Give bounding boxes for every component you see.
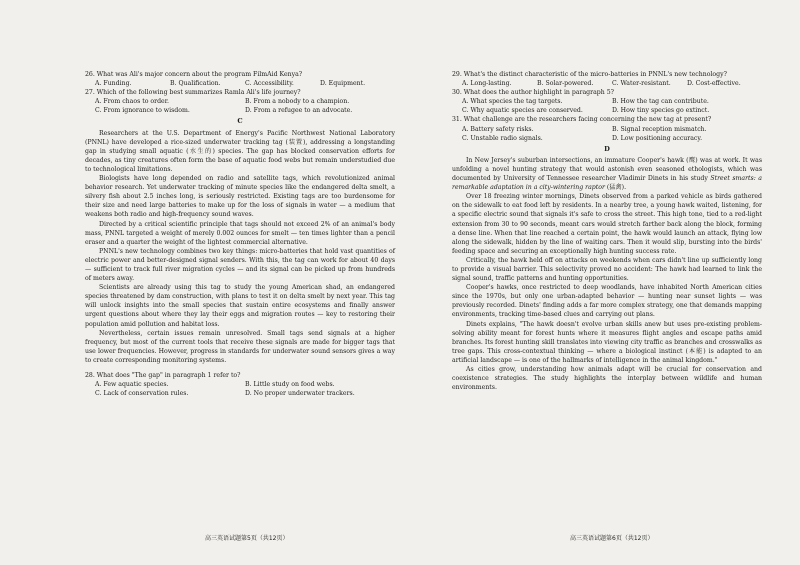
option-c: C. Why aquatic species are conserved.: [462, 107, 583, 115]
options: [85, 79, 395, 88]
question-28: [85, 371, 395, 398]
option-c: C. From ignorance to wisdom.: [95, 107, 190, 115]
question-stem: 29. What's the distinct characteristic of the micro-batteries in PNNL's new technology?: [452, 71, 727, 78]
question-30: [452, 88, 762, 115]
option-a: A. Long-lasting.: [462, 80, 512, 88]
paragraph: Nevertheless, certain issues remain unresolved. Small tags send signals at a higher frequency, but most of the current tools that receive these signals are made for bigger tags that use lower frequencies. However, progress in standards for underwater sound sensors gives a way to create corresponding monitoring systems.: [85, 329, 395, 364]
option-d: D. From a refugee to an advocate.: [245, 107, 353, 115]
question-stem: 27. Which of the following best summarizes Ramla Ali's life journey?: [85, 89, 301, 97]
question-stem: 26. What was Ali's major concern about the program FilmAid Kenya?: [85, 71, 303, 78]
question-stem: 31. What challenge are the researchers facing concerning the new tag at present?: [452, 116, 712, 124]
options: [452, 125, 762, 143]
paragraph: As cities grow, understanding how animals adapt will be crucial for conservation and coexistence strategies. The study highlights the interplay between wildlife and human environments.: [452, 366, 762, 392]
left-page: [85, 70, 395, 398]
options: [452, 97, 762, 115]
question-31: [452, 115, 762, 142]
question-stem: 28. What does "The gap" in paragraph 1 refer to?: [85, 372, 241, 379]
option-d: D. Equipment.: [320, 80, 366, 88]
paragraph: PNNL's new technology combines two key things: micro-batteries that hold vast quantities of electric power and better-designed signal senders. With this, the tag can work for about 40 days — sufficient to track full river migration cycles — and its signal can be picked up from hundreds of meters away.: [85, 247, 395, 283]
paragraph: Scientists are already using this tag to study the young American shad, an endangered species threatened by dam construction, with plans to test it on delta smelt by next year. This tag will unlock insights into the small species that sustain entire ecosystems and finally answer urgent questions about where they lay their eggs and migration routes — key to restoring their population amid pollution and habitat loss.: [85, 284, 395, 328]
option-d: D. Cost-effective.: [687, 80, 741, 88]
option-c: C. Water-resistant.: [612, 80, 671, 88]
option-b: B. Solar-powered.: [537, 80, 594, 88]
paragraph: Directed by a critical scientific principle that tags should not exceed 2% of an animal's body mass, PNNL targeted a weight of merely 0.002 ounces for smelt — ten times lighter than a pencil eraser and a quarter the weight of the lightest commercial alternative.: [85, 220, 395, 246]
option-a: A. Few aquatic species.: [95, 381, 169, 389]
paragraph: Over 18 freezing winter mornings, Dinets observed from a parked vehicle as birds gathered on the sidewalk to eat food left by residents. In a nearby tree, a young hawk waited, listening, for a specific electric sound that signals it's safe to cross the street. This high tone, tied to a red-light extension from 30 to 90 seconds, meant cars would stretch farther back along the block, forming a dense line. When that line reached a certain point, the hawk would launch an attack, flying low along the sidewalk, hidden by the line of waiting cars. Then it would slip, bursting into the birds' feeding space and securing an exceptionally high hunting success rate.: [452, 193, 762, 255]
question-29: [452, 70, 762, 88]
option-b: B. Qualification.: [170, 80, 221, 88]
paragraph: Biologists have long depended on radio and satellite tags, which revolutionized animal behavior research. Yet underwater tracking of minute species like the endangered delta smelt, a silvery fish about 2.5 inches long, is seriously restricted. Existing tags are too burdensome for their size and need large batteries to make up for the loss of signals in water — a medium that weakens both radio and high-frequency sound waves.: [85, 175, 395, 219]
paragraph: Researchers at the U.S. Department of Energy's Pacific Northwest National Laboratory (PNNL) have developed a rice-sized underwater tracking tag (装置), addressing a longstanding gap in studying small aquatic (水生的) species. The gap has blocked conservation efforts for decades, as tiny creatures often form the base of aquatic food webs but remain understudied due to technological limitations.: [85, 129, 395, 173]
paragraph-text: In New Jersey's suburban intersections, an immature Cooper's hawk (鹰) was at work. It was unfolding a novel hunting strategy that would astonish even seasoned ethologists, which was documented by University of Tennessee researcher Vladimir Dinets in his study: [452, 156, 762, 183]
option-d: D. Low positioning accuracy.: [612, 134, 703, 142]
page-footer: 高三英语试题第5页（共12页）: [205, 535, 289, 542]
question-stem: 30. What does the author highlight in paragraph 5?: [452, 89, 614, 97]
paragraph: Cooper's hawks, once restricted to deep woodlands, have inhabited North American cities since the 1970s, but only one urban-adapted behavior — hunting near sunset lights — was previously recorded. Dinets' finding adds a far more complex strategy, one that demands mapping environments, tracking time-based clues and carrying out plans.: [452, 284, 762, 319]
option-c: C. Accessibility.: [245, 80, 294, 88]
study-title: Street smarts: a remarkable adaptation in a city-wintering raptor: [452, 175, 762, 192]
page-footer: 高三英语试题第6页（共12页）: [570, 535, 654, 542]
paragraph: [452, 156, 762, 192]
section-heading: D: [604, 144, 610, 153]
option-c: C. Lack of conservation rules.: [95, 390, 189, 398]
question-27: [85, 88, 395, 115]
options: [452, 79, 762, 88]
option-d: D. How tiny species go extinct.: [612, 107, 710, 115]
option-c: C. Unstable radio signals.: [462, 134, 543, 142]
section-heading: C: [237, 117, 243, 126]
paragraph: Critically, the hawk held off on attacks on weekends when cars didn't line up sufficiently long to provide a visual barrier. This selectivity proved no accident: The hawk had learned to link the signal sound, traffic patterns and hunting opportunities.: [452, 256, 762, 283]
option-a: A. From chaos to order.: [95, 98, 169, 106]
option-a: A. Funding.: [95, 80, 132, 88]
option-b: B. How the tag can contribute.: [612, 98, 709, 106]
option-d: D. No proper underwater trackers.: [245, 390, 355, 398]
option-b: B. Little study on food webs.: [245, 381, 335, 389]
option-a: A. Battery safety risks.: [462, 125, 534, 133]
options: [85, 97, 395, 115]
option-a: A. What species the tag targets.: [462, 98, 563, 106]
option-b: B. From a nobody to a champion.: [245, 98, 350, 106]
paragraph: Dinets explains, "The hawk doesn't evolve urban skills anew but uses pre-existing problem-solving ability meant for forest hunts where it measures flight angles and escape paths amid branches. Its forest hunting skill translates into viewing city traffic as branches and crosswalks as tree gaps. This cross-contextual thinking — where a biological instinct (本能) is adapted to an artificial landscape — is one of the hallmarks of intelligence in the animal kingdom.": [452, 320, 762, 364]
question-26: [85, 70, 395, 88]
options: [85, 380, 395, 398]
right-page: [452, 70, 762, 392]
option-b: B. Signal reception mismatch.: [612, 125, 707, 133]
paragraph-text: (猛禽).: [604, 184, 627, 192]
